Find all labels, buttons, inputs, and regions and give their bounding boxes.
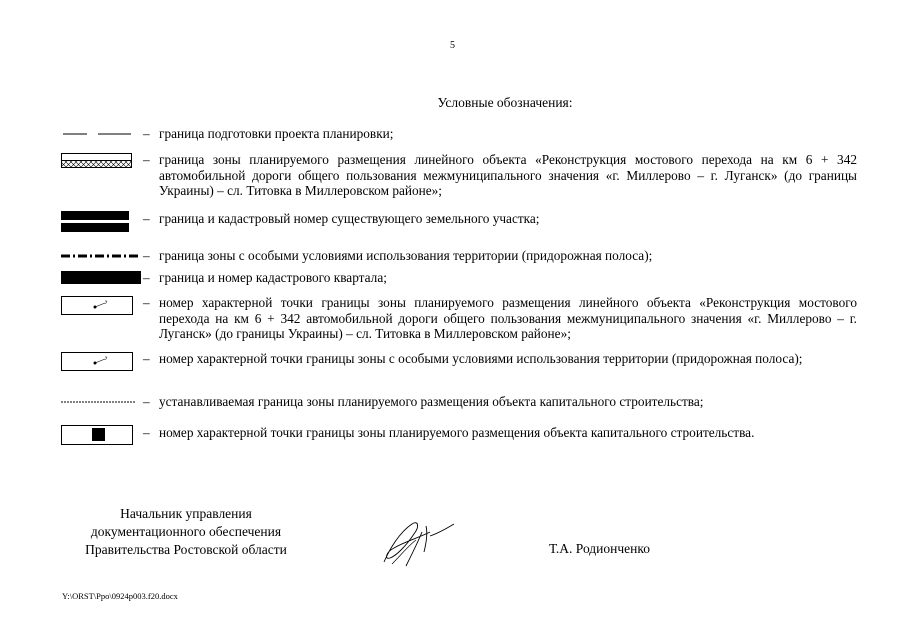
land-plot-symbol xyxy=(61,211,133,233)
protected-zone-point-symbol xyxy=(61,351,135,373)
legend-description: граница подготовки проекта планировки; xyxy=(159,126,394,141)
capital-object-point-symbol xyxy=(61,425,135,447)
position-line: Правительства Ростовской области xyxy=(85,542,287,557)
page-number: 5 xyxy=(450,40,455,51)
linear-object-zone-symbol xyxy=(61,152,133,172)
footer-file-path: Y:\ORST\Ppo\0924p003.f20.docx xyxy=(62,591,178,601)
planning-boundary-symbol xyxy=(61,126,133,142)
legend-description: граница и номер кадастрового квартала; xyxy=(159,270,387,285)
cadastral-quarter-symbol xyxy=(61,270,143,286)
signatory-position xyxy=(56,505,316,559)
legend-description: номер характерной точки границы зоны планируемого размещения линейного объекта «Реконструкция мостового перехода на км 6 + 342 автомобильной дороги общего пользования межмуниципального значения «г. Миллерово – г. Луганск» (до границы Украины) – сл. Титовка в Миллеровском районе»; xyxy=(159,295,857,341)
legend-description: граница и кадастровый номер существующего земельного участка; xyxy=(159,211,540,226)
legend-dash: – xyxy=(143,152,150,167)
handwritten-signature xyxy=(378,518,458,570)
legend-dash: – xyxy=(143,394,150,409)
legend-dash: – xyxy=(143,126,150,141)
legend-dash: – xyxy=(143,425,150,440)
legend-description: номер характерной точки границы зоны с особыми условиями использования территории (придорожная полоса); xyxy=(159,351,803,366)
signatory-name: Т.А. Родионченко xyxy=(549,541,650,556)
legend-description: граница зоны планируемого размещения линейного объекта «Реконструкция мостового перехода на км 6 + 342 автомобильной дороги общего пользования межмуниципального значения «г. Миллерово – г. Луганск» (до границы Украины) – сл. Титовка в Миллеровском районе»; xyxy=(159,152,857,198)
legend-dash: – xyxy=(143,211,150,226)
position-line: документационного обеспечения xyxy=(90,524,282,539)
legend-title: Условные обозначения: xyxy=(437,95,573,110)
legend-dash: – xyxy=(143,295,150,310)
legend-description: граница зоны с особыми условиями использования территории (придорожная полоса); xyxy=(159,248,653,263)
capital-object-zone-boundary-symbol xyxy=(61,394,137,410)
legend-description: устанавливаемая граница зоны планируемого размещения объекта капитального строительства; xyxy=(159,394,704,409)
legend-dash: – xyxy=(143,270,150,285)
legend-dash: – xyxy=(143,351,150,366)
protected-zone-boundary-symbol xyxy=(61,248,141,264)
legend-description: номер характерной точки границы зоны планируемого размещения объекта капитального строительства. xyxy=(159,425,755,440)
legend-dash: – xyxy=(143,248,150,263)
position-line: Начальник управления xyxy=(120,506,252,521)
linear-object-point-symbol xyxy=(61,295,135,317)
